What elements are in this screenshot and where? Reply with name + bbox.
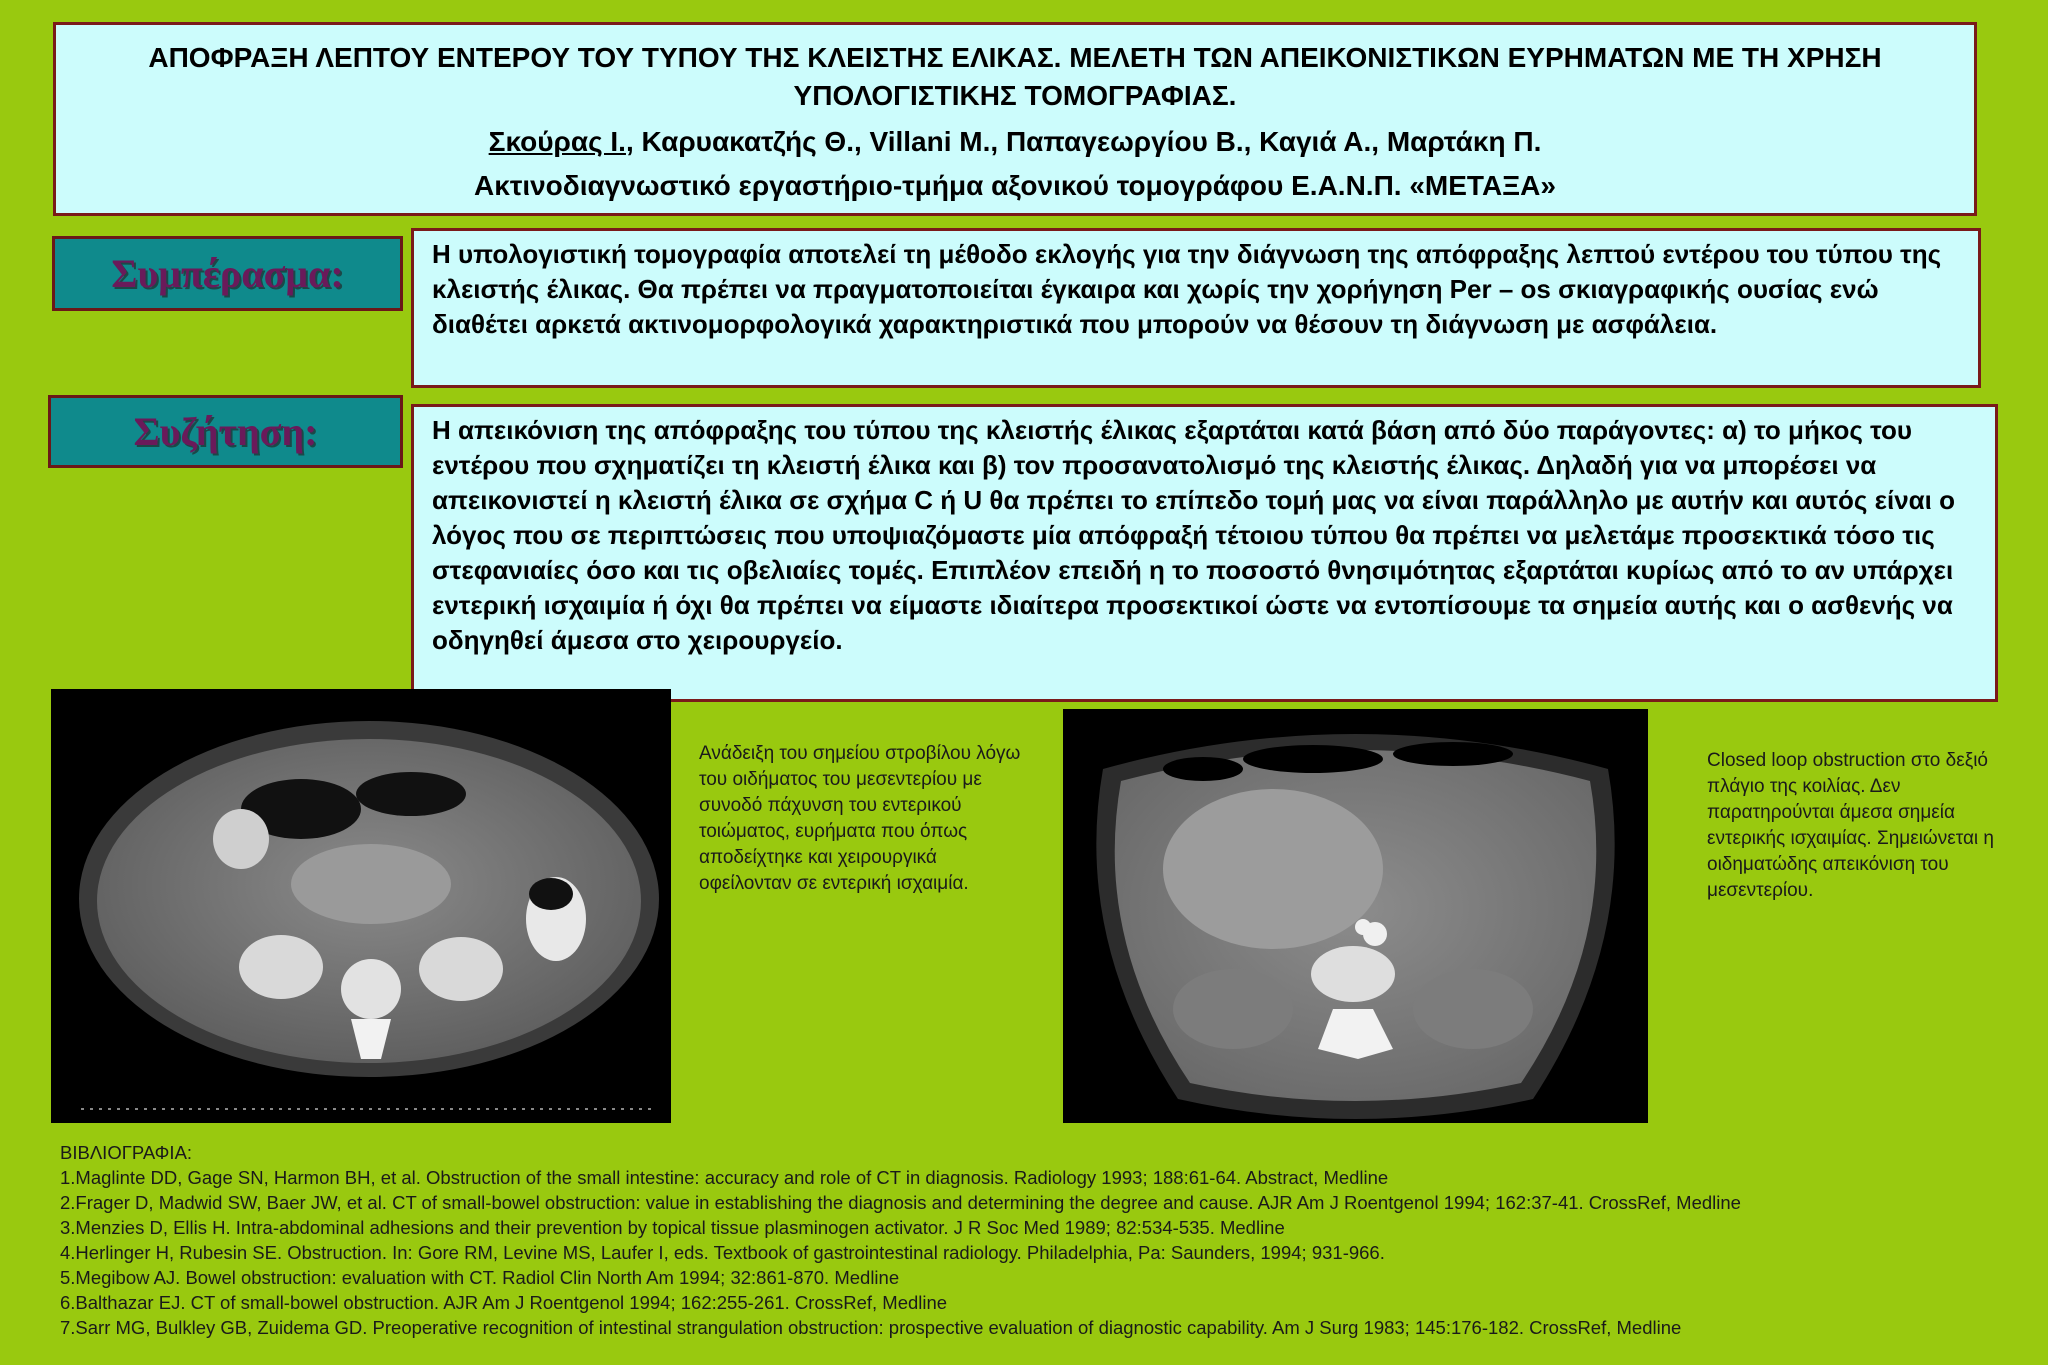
conclusion-label: Συμπέρασμα:: [111, 251, 344, 296]
conclusion-text: Η υπολογιστική τομογραφία αποτελεί τη μέθοδο εκλογής για την διάγνωση της απόφραξης λεπτού εντέρου του τύπου της κλειστής έλικας. Θα πρέπει να πραγματοποιείται έγκαιρα και χωρίς την χορήγηση Per – os σκιαγραφικής ουσίας ενώ διαθέτει αρκετά ακτινομορφολογικά χαρακτηριστικά που μπορούν να θέσουν τη διάγνωση με ασφάλεια.: [411, 228, 1981, 388]
reference-item: 1.Maglinte DD, Gage SN, Harmon BH, et al. Obstruction of the small intestine: accuracy and role of CT in diagnosis. Radiology 1993; 188:61-64. Abstract, Medline: [60, 1167, 1389, 1188]
ct-scan-image-1: [51, 689, 671, 1123]
reference-item: 3.Menzies D, Ellis H. Intra-abdominal adhesions and their prevention by topical tissue plasminogen activator. J R Soc Med 1989; 82:534-535. Medline: [60, 1217, 1285, 1238]
first-author: Σκούρας Ι.: [488, 126, 626, 157]
discussion-label: Συζήτηση:: [133, 409, 318, 454]
reference-item: 7.Sarr MG, Bulkley GB, Zuidema GD. Preoperative recognition of intestinal strangulation obstruction: prospective evaluation of diagnostic capability. Am J Surg 1983; 145:176-182. CrossRef, Medline: [60, 1317, 1682, 1338]
author-list: [56, 123, 1974, 161]
conclusion-label-box: [52, 236, 403, 311]
discussion-label-box: [48, 395, 403, 468]
references: [60, 1140, 2030, 1340]
scan1-caption: Ανάδειξη του σημείου στροβίλου λόγω του οιδήματος του μεσεντερίου με συνοδό πάχυνση του εντερικού τοιώματος, ευρήματα που όπως αποδείχτηκε και χειρουργικά οφείλονταν σε εντερική ισχαιμία.: [699, 743, 1021, 894]
affiliation: Ακτινοδιαγνωστικό εργαστήριο-τμήμα αξονικού τομογράφου Ε.Α.Ν.Π. «ΜΕΤΑΞΑ»: [474, 170, 1556, 201]
references-heading: ΒΙΒΛΙΟΓΡΑΦΙΑ:: [60, 1142, 193, 1163]
other-authors: , Καρυακατζής Θ., Villani Μ., Παπαγεωργίου Β., Καγιά Α., Μαρτάκη Π.: [625, 126, 1542, 157]
reference-item: 5.Megibow AJ. Bowel obstruction: evaluation with CT. Radiol Clin North Am 1994; 32:861-870. Medline: [60, 1267, 900, 1288]
ct-scan-image-2: [1063, 709, 1648, 1123]
reference-item: 2.Frager D, Madwid SW, Baer JW, et al. CT of small-bowel obstruction: value in establishing the diagnosis and determining the degree and cause. AJR Am J Roentgenol 1994; 162:37-41. CrossRef, Medline: [60, 1192, 1741, 1213]
reference-item: 4.Herlinger H, Rubesin SE. Obstruction. In: Gore RM, Levine MS, Laufer I, eds. Textbook of gastrointestinal radiology. Philadelphia, Pa: Saunders, 1994; 931-966.: [60, 1242, 1385, 1263]
poster-title: ΑΠΟΦΡΑΞΗ ΛΕΠΤΟΥ ΕΝΤΕΡΟΥ ΤΟΥ ΤΥΠΟΥ ΤΗΣ ΚΛΕΙΣΤΗΣ ΕΛΙΚΑΣ. ΜΕΛΕΤΗ ΤΩΝ ΑΠΕΙΚΟΝΙΣΤΙΚΩΝ ΕΥΡΗΜΑΤΩΝ ΜΕ ΤΗ ΧΡΗΣΗ ΥΠΟΛΟΓΙΣΤΙΚΗΣ ΤΟΜΟΓΡΑΦΙΑΣ.: [148, 42, 1882, 111]
reference-item: 6.Balthazar EJ. CT of small-bowel obstruction. AJR Am J Roentgenol 1994; 162:255-261. CrossRef, Medline: [60, 1292, 948, 1313]
scan2-caption: Closed loop obstruction στο δεξιό πλάγιο της κοιλίας. Δεν παρατηρούνται άμεσα σημεία εντερικής ισχαιμίας. Σημειώνεται η οιδηματώδης απεικόνιση του μεσεντερίου.: [1707, 750, 1995, 901]
discussion-text: Η απεικόνιση της απόφραξης του τύπου της κλειστής έλικας εξαρτάται κατά βάση από δύο παράγοντες: α) το μήκος του εντέρου που σχηματίζει τη κλειστή έλικα και β) τον προσανατολισμό της κλειστής έλικας. Δηλαδή για να μπορέσει να απεικονιστεί η κλειστή έλικα σε σχήμα C ή U θα πρέπει το επίπεδο τομή μας να είναι παράλληλο με αυτήν και αυτός είναι ο λόγος που σε περιπτώσεις που υποψιαζόμαστε μία απόφραξή τέτοιου τύπου θα πρέπει να μελετάμε προσεκτικά τόσο τις στεφανιαίες όσο και τις οβελιαίες τομές. Επιπλέον επειδή η το ποσοστό θνησιμότητας εξαρτάται κυρίως από το αν υπάρχει εντερική ισχαιμία ή όχι θα πρέπει να είμαστε ιδιαίτερα προσεκτικοί ώστε να εντοπίσουμε τα σημεία αυτής και ο ασθενής να οδηγηθεί άμεσα στο χειρουργείο.: [411, 404, 1998, 702]
poster-header: [53, 22, 1977, 216]
